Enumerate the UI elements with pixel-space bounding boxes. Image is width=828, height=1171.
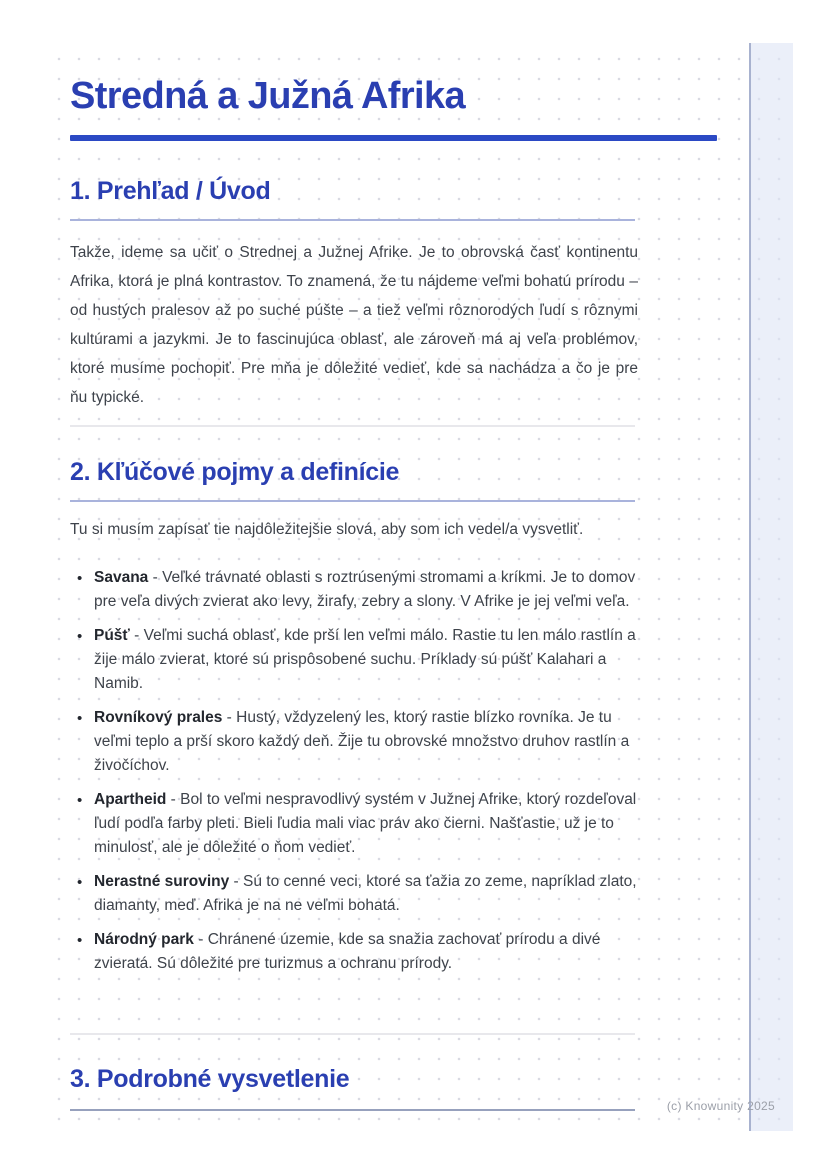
section-heading-key-terms: 2. Kľúčové pojmy a definície [70, 458, 400, 486]
section-divider [70, 425, 635, 427]
bullet-icon: • [77, 570, 83, 587]
bullet-icon: • [77, 932, 83, 949]
title-rule [70, 135, 717, 141]
section-overview [70, 175, 638, 412]
term-separator: - [222, 709, 237, 726]
term-separator: - [129, 627, 144, 644]
section-key-terms [70, 456, 638, 986]
heading-underline [70, 219, 635, 221]
section-heading-detail: 3. Podrobné vysvetlenie [70, 1065, 350, 1093]
notebook-page [43, 43, 793, 1131]
title-block [70, 73, 717, 141]
bullet-icon: • [77, 628, 83, 645]
overview-paragraph: Takže, ideme sa učiť o Strednej a Južnej Afrike. Je to obrovská časť kontinentu Afrika, ktorá je plná kontrastov. To znamená, že tu nájdeme veľmi bohatú prírodu – od hustých pralesov až po suché púšte – a tiež veľmi rôznorodých ľudí s rôznymi kultúrami a jazykmi. Je to fascinujúca oblasť, ale zároveň má aj veľa problémov, ktoré musíme pochopiť. Pre mňa je dôležité vedieť, kde sa nachádza a čo je pre ňu typické. [70, 244, 638, 406]
term-item [70, 706, 638, 778]
term-name: Púšť [94, 627, 130, 644]
key-terms-intro: Tu si musím zapísať tie najdôležitejšie slová, aby som ich vedel/a vysvetliť. [70, 521, 584, 538]
term-name: Nerastné suroviny [94, 873, 230, 890]
term-definition: Sú to cenné veci, ktoré sa ťažia zo zeme, napríklad zlato, diamanty, meď. Afrika je na ne veľmi bohatá. [94, 873, 637, 914]
page-title: Stredná a Južná Afrika [70, 75, 466, 117]
section-detail [70, 1063, 638, 1111]
watermark: (c) Knowunity 2025 [666, 1099, 775, 1113]
term-item [70, 788, 638, 860]
term-list [70, 566, 638, 976]
term-name: Národný park [94, 931, 194, 948]
bullet-icon: • [77, 710, 83, 727]
page-margin-strip [749, 43, 793, 1131]
term-item [70, 624, 638, 696]
term-separator: - [148, 569, 163, 586]
term-definition: Hustý, vždyzelený les, ktorý rastie blízko rovníka. Je tu veľmi teplo a prší skoro každý deň. Žije tu obrovské množstvo druhov rastlín a živočíchov. [94, 709, 630, 774]
term-separator: - [193, 931, 208, 948]
term-definition: Veľmi suchá oblasť, kde prší len veľmi málo. Rastie tu len málo rastlín a žije málo zvierat, ktoré sú prispôsobené suchu. Príklady sú púšť Kalahari a Namib. [94, 627, 636, 692]
heading-underline [70, 500, 635, 502]
section-divider [70, 1033, 635, 1035]
term-name: Savana [94, 569, 149, 586]
heading-underline [70, 1109, 635, 1111]
section-heading-overview: 1. Prehľad / Úvod [70, 177, 271, 205]
term-separator: - [229, 873, 244, 890]
term-definition: Veľké trávnaté oblasti s roztrúsenými stromami a kríkmi. Je to domov pre veľa divých zvierat ako levy, žirafy, zebry a slony. V Afrike je jej veľmi veľa. [94, 569, 636, 610]
term-item [70, 566, 638, 614]
term-item [70, 928, 638, 976]
bullet-icon: • [77, 874, 83, 891]
term-item [70, 870, 638, 918]
bullet-icon: • [77, 792, 83, 809]
term-definition: Chránené územie, kde sa snažia zachovať prírodu a divé zvieratá. Sú dôležité pre turizmus a ochranu prírody. [94, 931, 601, 972]
term-name: Rovníkový prales [94, 709, 223, 726]
term-separator: - [166, 791, 181, 808]
term-name: Apartheid [94, 791, 167, 808]
term-definition: Bol to veľmi nespravodlivý systém v Južnej Afrike, ktorý rozdeľoval ľudí podľa farby pleti. Bieli ľudia mali viac práv ako čierni. Našťastie, už je to minulosť, ale je dôležité o ňom vedieť. [94, 791, 637, 856]
